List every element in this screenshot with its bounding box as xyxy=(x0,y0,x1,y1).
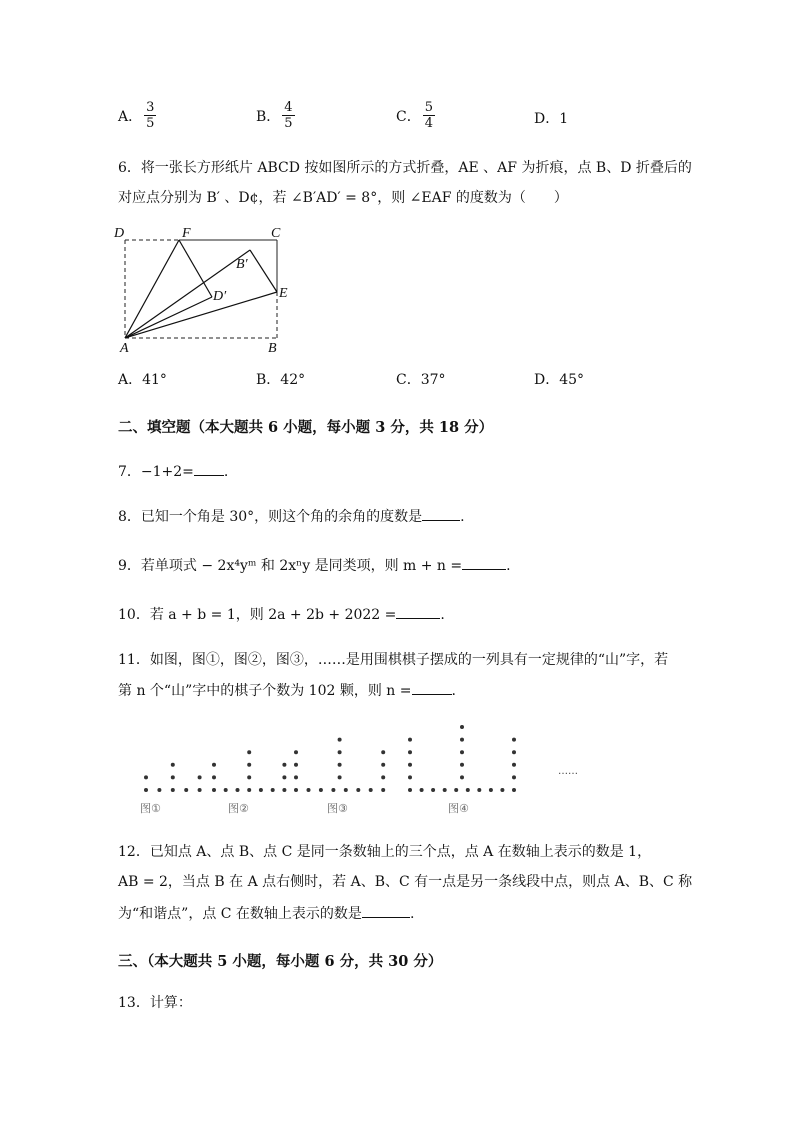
segment-b-prime-e xyxy=(250,250,277,292)
q11-answer-blank[interactable] xyxy=(412,680,452,695)
go-stone-figure-4 xyxy=(512,763,516,767)
go-stone-figure-1 xyxy=(198,775,202,779)
fold-line-af xyxy=(125,240,179,338)
go-stone-figure-3 xyxy=(307,788,311,792)
go-stone-figure-4 xyxy=(454,788,458,792)
go-stone-figure-3 xyxy=(344,788,348,792)
go-stone-figure-4 xyxy=(477,788,481,792)
section-3-heading: 三、（本大题共 5 小题，每小题 6 分，共 30 分） xyxy=(118,953,443,970)
go-stone-figure-3 xyxy=(381,750,385,754)
go-stone-figure-2 xyxy=(212,775,216,779)
q10-end: . xyxy=(440,607,445,623)
go-stone-figure-1 xyxy=(184,788,188,792)
q12-line-1: 12．已知点 A、点 B、点 C 是同一条数轴上的三个点，点 A 在数轴上表示的数是 1， xyxy=(118,844,652,860)
go-stone-figure-2 xyxy=(247,788,251,792)
q5-option-c-label: C． xyxy=(396,108,421,125)
fraction-numerator: 5 xyxy=(424,100,433,115)
go-stone-figure-2 xyxy=(247,750,251,754)
q8 xyxy=(118,506,465,527)
q9-end: . xyxy=(506,558,511,574)
q11-text: 第 n 个“山”字中的棋子个数为 102 颗，则 n = xyxy=(118,683,412,699)
q5-option-a-fraction xyxy=(144,100,156,131)
go-stone-figure-4 xyxy=(420,788,424,792)
label-f: F xyxy=(182,226,191,241)
go-stone-figure-3 xyxy=(369,788,373,792)
q6-option-a: A．41° xyxy=(118,372,167,388)
go-stone-figure-4 xyxy=(431,788,435,792)
go-stone-figure-4 xyxy=(408,775,412,779)
go-stone-figure-3 xyxy=(338,738,342,742)
go-stone-figure-4 xyxy=(408,750,412,754)
fraction-denominator: 5 xyxy=(146,116,155,131)
go-stone-figure-4 xyxy=(512,738,516,742)
label-b: B xyxy=(268,341,277,356)
q6-folding-diagram xyxy=(112,222,302,356)
q12-end: . xyxy=(409,906,415,922)
go-stone-figure-4 xyxy=(408,788,412,792)
go-stone-figure-3 xyxy=(381,775,385,779)
go-stone-figure-1 xyxy=(157,788,161,792)
go-stone-figure-4 xyxy=(443,788,447,792)
go-stone-figure-3 xyxy=(356,788,360,792)
go-stone-figure-3 xyxy=(331,788,335,792)
label-b-prime: B′ xyxy=(236,257,248,272)
go-stone-figure-2 xyxy=(259,788,263,792)
q5-option-a-label: A． xyxy=(118,108,143,125)
go-stone-figure-3 xyxy=(338,775,342,779)
caption-figure-4: 图④ xyxy=(448,802,469,815)
q6-option-b: B．42° xyxy=(256,372,306,388)
go-stone-figure-2 xyxy=(271,788,275,792)
fold-line-ae xyxy=(125,292,277,338)
q11-pattern-figure xyxy=(130,712,600,822)
q11-line-1: 11．如图，图①，图②，图③，……是用围棋棋子摆成的一列具有一定规律的“山”字，若 xyxy=(118,652,669,668)
go-stone-figure-3 xyxy=(294,775,298,779)
go-stone-figure-4 xyxy=(408,738,412,742)
q13-prompt: 13．计算： xyxy=(118,995,192,1011)
go-stone-figure-4 xyxy=(460,750,464,754)
fraction-numerator: 4 xyxy=(284,100,293,115)
q7-end: . xyxy=(223,464,229,480)
go-stone-figure-3 xyxy=(319,788,323,792)
go-stone-figure-4 xyxy=(460,738,464,742)
pattern-ellipsis: …… xyxy=(558,766,578,777)
q5-option-d: D．1 xyxy=(534,111,569,127)
q10-answer-blank[interactable] xyxy=(396,604,440,619)
go-stone-figure-4 xyxy=(489,788,493,792)
label-c: C xyxy=(271,226,281,241)
fraction-denominator: 4 xyxy=(424,116,433,131)
q7 xyxy=(118,461,228,482)
q5-option-c-fraction xyxy=(423,100,435,131)
go-stone-figure-3 xyxy=(338,750,342,754)
caption-figure-1: 图① xyxy=(140,802,161,815)
go-stone-figure-2 xyxy=(212,763,216,767)
q12-answer-blank[interactable] xyxy=(362,903,410,918)
segment-ad-prime xyxy=(125,297,212,338)
section-2-heading: 二、填空题（本大题共 6 小题，每小题 3 分，共 18 分） xyxy=(118,419,494,436)
q9-text: 9．若单项式 − 2x⁴yᵐ 和 2xⁿy 是同类项，则 m + n = xyxy=(118,558,463,574)
q8-text: 8．已知一个角是 30°，则这个角的余角的度数是 xyxy=(118,509,423,525)
go-stone-figure-2 xyxy=(224,788,228,792)
caption-figure-3: 图③ xyxy=(327,802,348,815)
q7-answer-blank[interactable] xyxy=(194,461,224,476)
go-stone-figure-4 xyxy=(512,775,516,779)
q9 xyxy=(118,555,511,576)
q12-line-3 xyxy=(118,903,414,924)
go-stone-figure-1 xyxy=(144,775,148,779)
go-stone-figure-1 xyxy=(144,788,148,792)
go-stone-figure-2 xyxy=(247,763,251,767)
go-stone-figure-2 xyxy=(282,775,286,779)
go-stone-figure-4 xyxy=(460,725,464,729)
caption-figure-2: 图② xyxy=(228,802,249,815)
label-a: A xyxy=(120,341,129,356)
go-stone-figure-4 xyxy=(408,763,412,767)
go-stone-figure-3 xyxy=(381,788,385,792)
go-stone-figure-1 xyxy=(171,763,175,767)
q8-end: . xyxy=(460,509,465,525)
segment-ab-prime xyxy=(125,250,250,338)
label-d-prime: D′ xyxy=(213,289,227,304)
go-stone-figure-1 xyxy=(198,788,202,792)
go-stone-figure-1 xyxy=(171,788,175,792)
label-d: D xyxy=(114,226,125,241)
go-stone-figure-1 xyxy=(171,775,175,779)
fraction-denominator: 5 xyxy=(284,116,293,131)
go-stone-figure-2 xyxy=(282,763,286,767)
go-stone-figure-4 xyxy=(460,775,464,779)
go-stone-figure-3 xyxy=(294,763,298,767)
q5-option-b-fraction xyxy=(282,100,294,131)
go-stone-figure-3 xyxy=(294,788,298,792)
q5-option-a xyxy=(118,100,156,131)
go-stone-figure-2 xyxy=(212,788,216,792)
q6-option-d: D．45° xyxy=(534,372,585,388)
q6-option-c: C．37° xyxy=(396,372,446,388)
go-stone-figure-4 xyxy=(466,788,470,792)
go-stone-figure-4 xyxy=(500,788,504,792)
go-stone-figure-2 xyxy=(247,775,251,779)
q9-answer-blank[interactable] xyxy=(462,555,506,570)
q6-line-1: 6．将一张长方形纸片 ABCD 按如图所示的方式折叠，AE 、AF 为折痕，点 B、D 折叠后的 xyxy=(118,160,692,176)
q6-line-2: 对应点分别为 B′ 、D¢，若 ∠B′AD′ = 8°，则 ∠EAF 的度数为（ ） xyxy=(118,190,568,206)
go-stone-figure-3 xyxy=(294,750,298,754)
go-stone-figure-3 xyxy=(338,763,342,767)
go-stone-figure-2 xyxy=(282,788,286,792)
q5-option-b xyxy=(256,100,295,131)
q12-line-2: AB = 2，当点 B 在 A 点右侧时，若 A、B、C 有一点是另一条线段中点，则点 A、B、C 称 xyxy=(118,874,693,890)
fraction-numerator: 3 xyxy=(146,100,155,115)
q10 xyxy=(118,604,445,625)
go-stone-figure-4 xyxy=(460,763,464,767)
q11-end: . xyxy=(451,683,456,699)
go-stone-figure-3 xyxy=(381,763,385,767)
q5-option-c xyxy=(396,100,435,131)
label-e: E xyxy=(279,286,288,301)
q11-line-2 xyxy=(118,680,456,701)
q8-answer-blank[interactable] xyxy=(422,506,460,521)
q7-text: 7．−1+2= xyxy=(118,464,194,480)
go-stone-dots xyxy=(144,725,516,792)
q5-option-b-label: B． xyxy=(256,108,281,125)
go-stone-figure-4 xyxy=(512,788,516,792)
q10-text: 10．若 a + b = 1，则 2a + 2b + 2022 = xyxy=(118,607,397,623)
go-stone-figure-2 xyxy=(236,788,240,792)
go-stone-figure-4 xyxy=(512,750,516,754)
q12-text: 为“和谐点”，点 C 在数轴上表示的数是 xyxy=(118,906,362,922)
